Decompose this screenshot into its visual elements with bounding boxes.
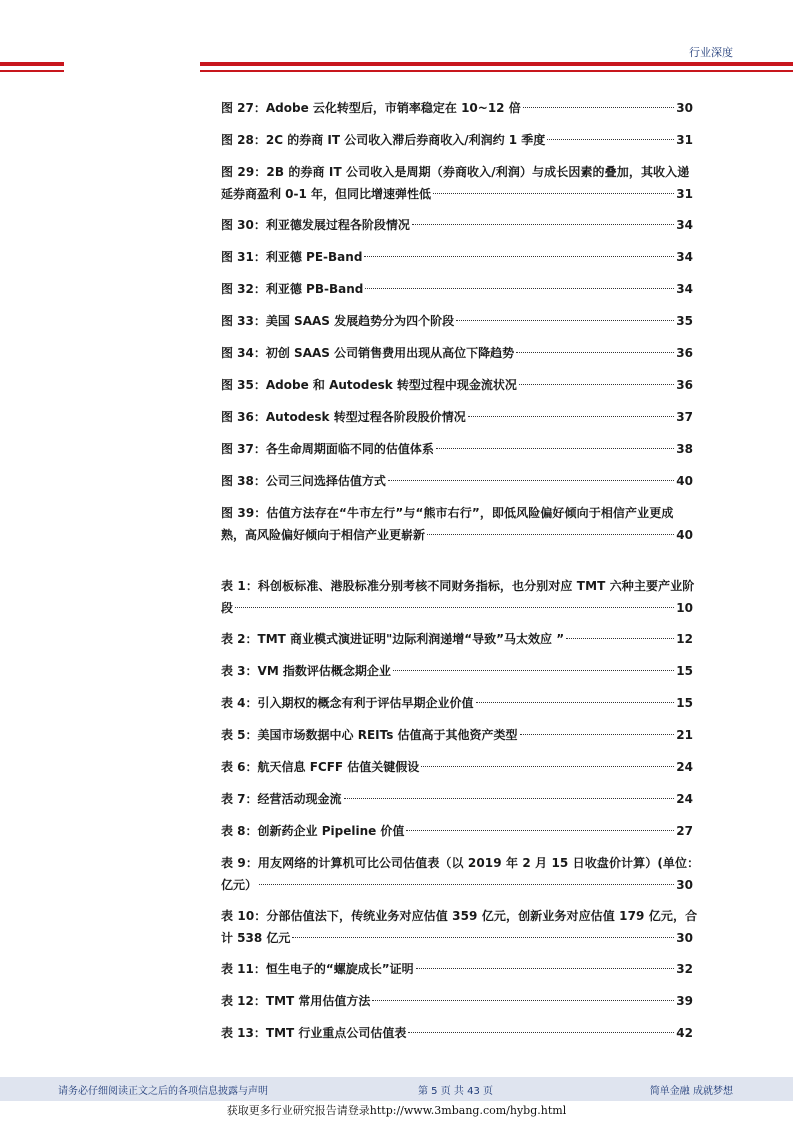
toc-page-number: 39 <box>676 994 693 1008</box>
toc-entry-text: 表 13：TMT 行业重点公司估值表 <box>221 1026 407 1040</box>
toc-leader-dots <box>436 447 674 449</box>
figure-toc-entry[interactable] <box>221 406 693 428</box>
toc-page-number: 15 <box>676 664 693 678</box>
toc-leader-dots <box>412 223 674 225</box>
toc-page-number: 38 <box>676 442 693 456</box>
table-toc-entry[interactable] <box>221 575 693 619</box>
toc-leader-dots <box>393 669 674 671</box>
toc-page-number: 30 <box>676 101 693 115</box>
toc-leader-dots <box>516 351 674 353</box>
toc-leader-dots <box>388 479 674 481</box>
toc-entry-text: 图 33：美国 SAAS 发展趋势分为四个阶段 <box>221 314 455 328</box>
toc-page-number: 30 <box>676 878 693 892</box>
toc-entry-text: 表 10：分部估值法下，传统业务对应估值 359 亿元，创新业务对应估值 179 亿元，合 <box>221 909 698 923</box>
toc-page-number: 35 <box>676 314 693 328</box>
toc-leader-dots <box>456 319 674 321</box>
table-toc-entry[interactable] <box>221 756 693 778</box>
toc-page-number: 31 <box>676 133 693 147</box>
toc-entry-text: 图 32：利亚德 PB-Band <box>221 282 364 296</box>
toc-page-number: 36 <box>676 346 693 360</box>
toc-page-number: 36 <box>676 378 693 392</box>
footer-page-info: 第 5 页 共 43 页 <box>418 1086 493 1097</box>
table-toc-entry[interactable] <box>221 788 693 810</box>
toc-leader-dots <box>344 797 675 799</box>
toc-leader-dots <box>566 637 674 639</box>
toc-page-number: 32 <box>676 962 693 976</box>
toc-leader-dots <box>523 106 675 108</box>
figure-toc-entry[interactable] <box>221 502 693 546</box>
toc-entry-text: 表 1：科创板标准、港股标准分别考核不同财务指标，也分别对应 TMT 六种主要产业阶 <box>221 579 695 593</box>
header-category-label: 行业深度 <box>689 46 733 59</box>
toc-entry-text: 图 28：2C 的券商 IT 公司收入滞后券商收入/利润约 1 季度 <box>221 133 546 147</box>
toc-page-number: 27 <box>676 824 693 838</box>
toc-entry-text: 图 35：Adobe 和 Autodesk 转型过程中现金流状况 <box>221 378 517 392</box>
toc-page-number: 40 <box>676 474 693 488</box>
footer-disclaimer: 请务必仔细阅读正文之后的各项信息披露与声明 <box>58 1086 268 1097</box>
table-toc-entry[interactable] <box>221 660 693 682</box>
toc-entry-text: 图 39：估值方法存在“牛市左行”与“熊市右行”，即低风险偏好倾向于相信产业更成 <box>221 506 674 520</box>
toc-leader-dots <box>468 415 675 417</box>
toc-leader-dots <box>408 1031 674 1033</box>
toc-page-number: 12 <box>676 632 693 646</box>
toc-page-number: 24 <box>676 760 693 774</box>
figure-toc-entry[interactable] <box>221 342 693 364</box>
toc-entry-text: 表 2：TMT 商业模式演进证明"边际利润递增“导致”马太效应 ” <box>221 632 565 646</box>
table-toc-entry[interactable] <box>221 724 693 746</box>
table-toc-entry[interactable] <box>221 852 700 896</box>
toc-entry-text: 表 4：引入期权的概念有利于评估早期企业价值 <box>221 696 474 710</box>
toc-entry-text: 熟，高风险偏好倾向于相信产业更崭新 <box>221 528 426 542</box>
toc-leader-dots <box>427 533 674 535</box>
toc-entry-text: 图 34：初创 SAAS 公司销售费用出现从高位下降趋势 <box>221 346 515 360</box>
figure-toc-entry[interactable] <box>221 374 693 396</box>
toc-entry-text: 表 8：创新药企业 Pipeline 价值 <box>221 824 405 838</box>
toc-page-number: 40 <box>676 528 693 542</box>
toc-entry-text: 图 36：Autodesk 转型过程各阶段股价情况 <box>221 410 466 424</box>
toc-leader-dots <box>416 967 675 969</box>
toc-leader-dots <box>476 701 675 703</box>
toc-entry-text: 表 9：用友网络的计算机可比公司估值表（以 2019 年 2 月 15 日收盘价计算）(单位： <box>221 856 700 870</box>
toc-entry-text: 表 11：恒生电子的“螺旋成长”证明 <box>221 962 414 976</box>
toc-page-number: 42 <box>676 1026 693 1040</box>
figure-toc-entry[interactable] <box>221 438 693 460</box>
figure-toc-entry[interactable] <box>221 310 693 332</box>
toc-leader-dots <box>292 936 674 938</box>
toc-leader-dots <box>365 287 674 289</box>
toc-leader-dots <box>519 383 674 385</box>
toc-leader-dots <box>259 883 674 885</box>
toc-leader-dots <box>547 138 674 140</box>
toc-leader-dots <box>520 733 675 735</box>
toc-entry-text: 表 6：航天信息 FCFF 估值关键假设 <box>221 760 420 774</box>
toc-page-number: 37 <box>676 410 693 424</box>
figure-toc-entry[interactable] <box>221 470 693 492</box>
toc-leader-dots <box>235 606 674 608</box>
toc-entry-text: 计 538 亿元 <box>221 931 291 945</box>
table-toc-entry[interactable] <box>221 958 693 980</box>
figure-toc-entry[interactable] <box>221 246 693 268</box>
toc-entry-text: 表 3：VM 指数评估概念期企业 <box>221 664 391 678</box>
footer-band <box>0 1077 793 1101</box>
toc-page-number: 31 <box>676 187 693 201</box>
figure-toc-entry[interactable] <box>221 278 693 300</box>
toc-page-number: 10 <box>676 601 693 615</box>
toc-entry-text: 图 37：各生命周期面临不同的估值体系 <box>221 442 434 456</box>
toc-leader-dots <box>433 192 674 194</box>
header-rule-right-thin <box>200 70 793 72</box>
table-toc-entry[interactable] <box>221 1022 693 1044</box>
footer-slogan: 简单金融 成就梦想 <box>649 1086 733 1097</box>
table-toc-entry[interactable] <box>221 628 693 650</box>
figure-toc-entry[interactable] <box>221 97 693 119</box>
toc-page-number: 24 <box>676 792 693 806</box>
toc-entry-text: 表 7：经营活动现金流 <box>221 792 342 806</box>
toc-entry-text: 图 38：公司三问选择估值方式 <box>221 474 386 488</box>
toc-entry-text: 表 5：美国市场数据中心 REITs 估值高于其他资产类型 <box>221 728 518 742</box>
header-rule-left-thick <box>0 62 64 66</box>
toc-entry-text: 亿元） <box>221 878 258 892</box>
header-rule-left-thin <box>0 70 64 72</box>
toc-entry-text: 图 27：Adobe 云化转型后，市销率稳定在 10~12 倍 <box>221 101 521 115</box>
toc-page-number: 34 <box>676 282 693 296</box>
toc-page-number: 34 <box>676 218 693 232</box>
toc-entry-text: 表 12：TMT 常用估值方法 <box>221 994 371 1008</box>
toc-leader-dots <box>406 829 674 831</box>
figure-toc-entry[interactable] <box>221 129 693 151</box>
toc-page-number: 21 <box>676 728 693 742</box>
toc-entry-text: 图 31：利亚德 PE-Band <box>221 250 363 264</box>
toc-entry-text: 图 29：2B 的券商 IT 公司收入是周期（券商收入/利润）与成长因素的叠加，其收入递 <box>221 165 690 179</box>
toc-entry-text: 延券商盈利 0-1 年，但同比增速弹性低 <box>221 187 432 201</box>
toc-entry-text: 段 <box>221 601 234 615</box>
table-toc-entry[interactable] <box>221 820 693 842</box>
figure-toc-entry[interactable] <box>221 161 693 205</box>
toc-leader-dots <box>372 999 674 1001</box>
toc-page-number: 34 <box>676 250 693 264</box>
toc-page-number: 15 <box>676 696 693 710</box>
figure-toc-entry[interactable] <box>221 214 693 236</box>
table-toc-entry[interactable] <box>221 990 693 1012</box>
footer-download-note: 获取更多行业研究报告请登录http://www.3mbang.com/hybg.html <box>226 1104 567 1117</box>
table-toc-entry[interactable] <box>221 692 693 714</box>
header-rule-right-thick <box>200 62 793 66</box>
table-toc-entry[interactable] <box>221 905 698 949</box>
toc-leader-dots <box>364 255 674 257</box>
toc-entry-text: 图 30：利亚德发展过程各阶段情况 <box>221 218 410 232</box>
toc-leader-dots <box>421 765 674 767</box>
toc-page-number: 30 <box>676 931 693 945</box>
